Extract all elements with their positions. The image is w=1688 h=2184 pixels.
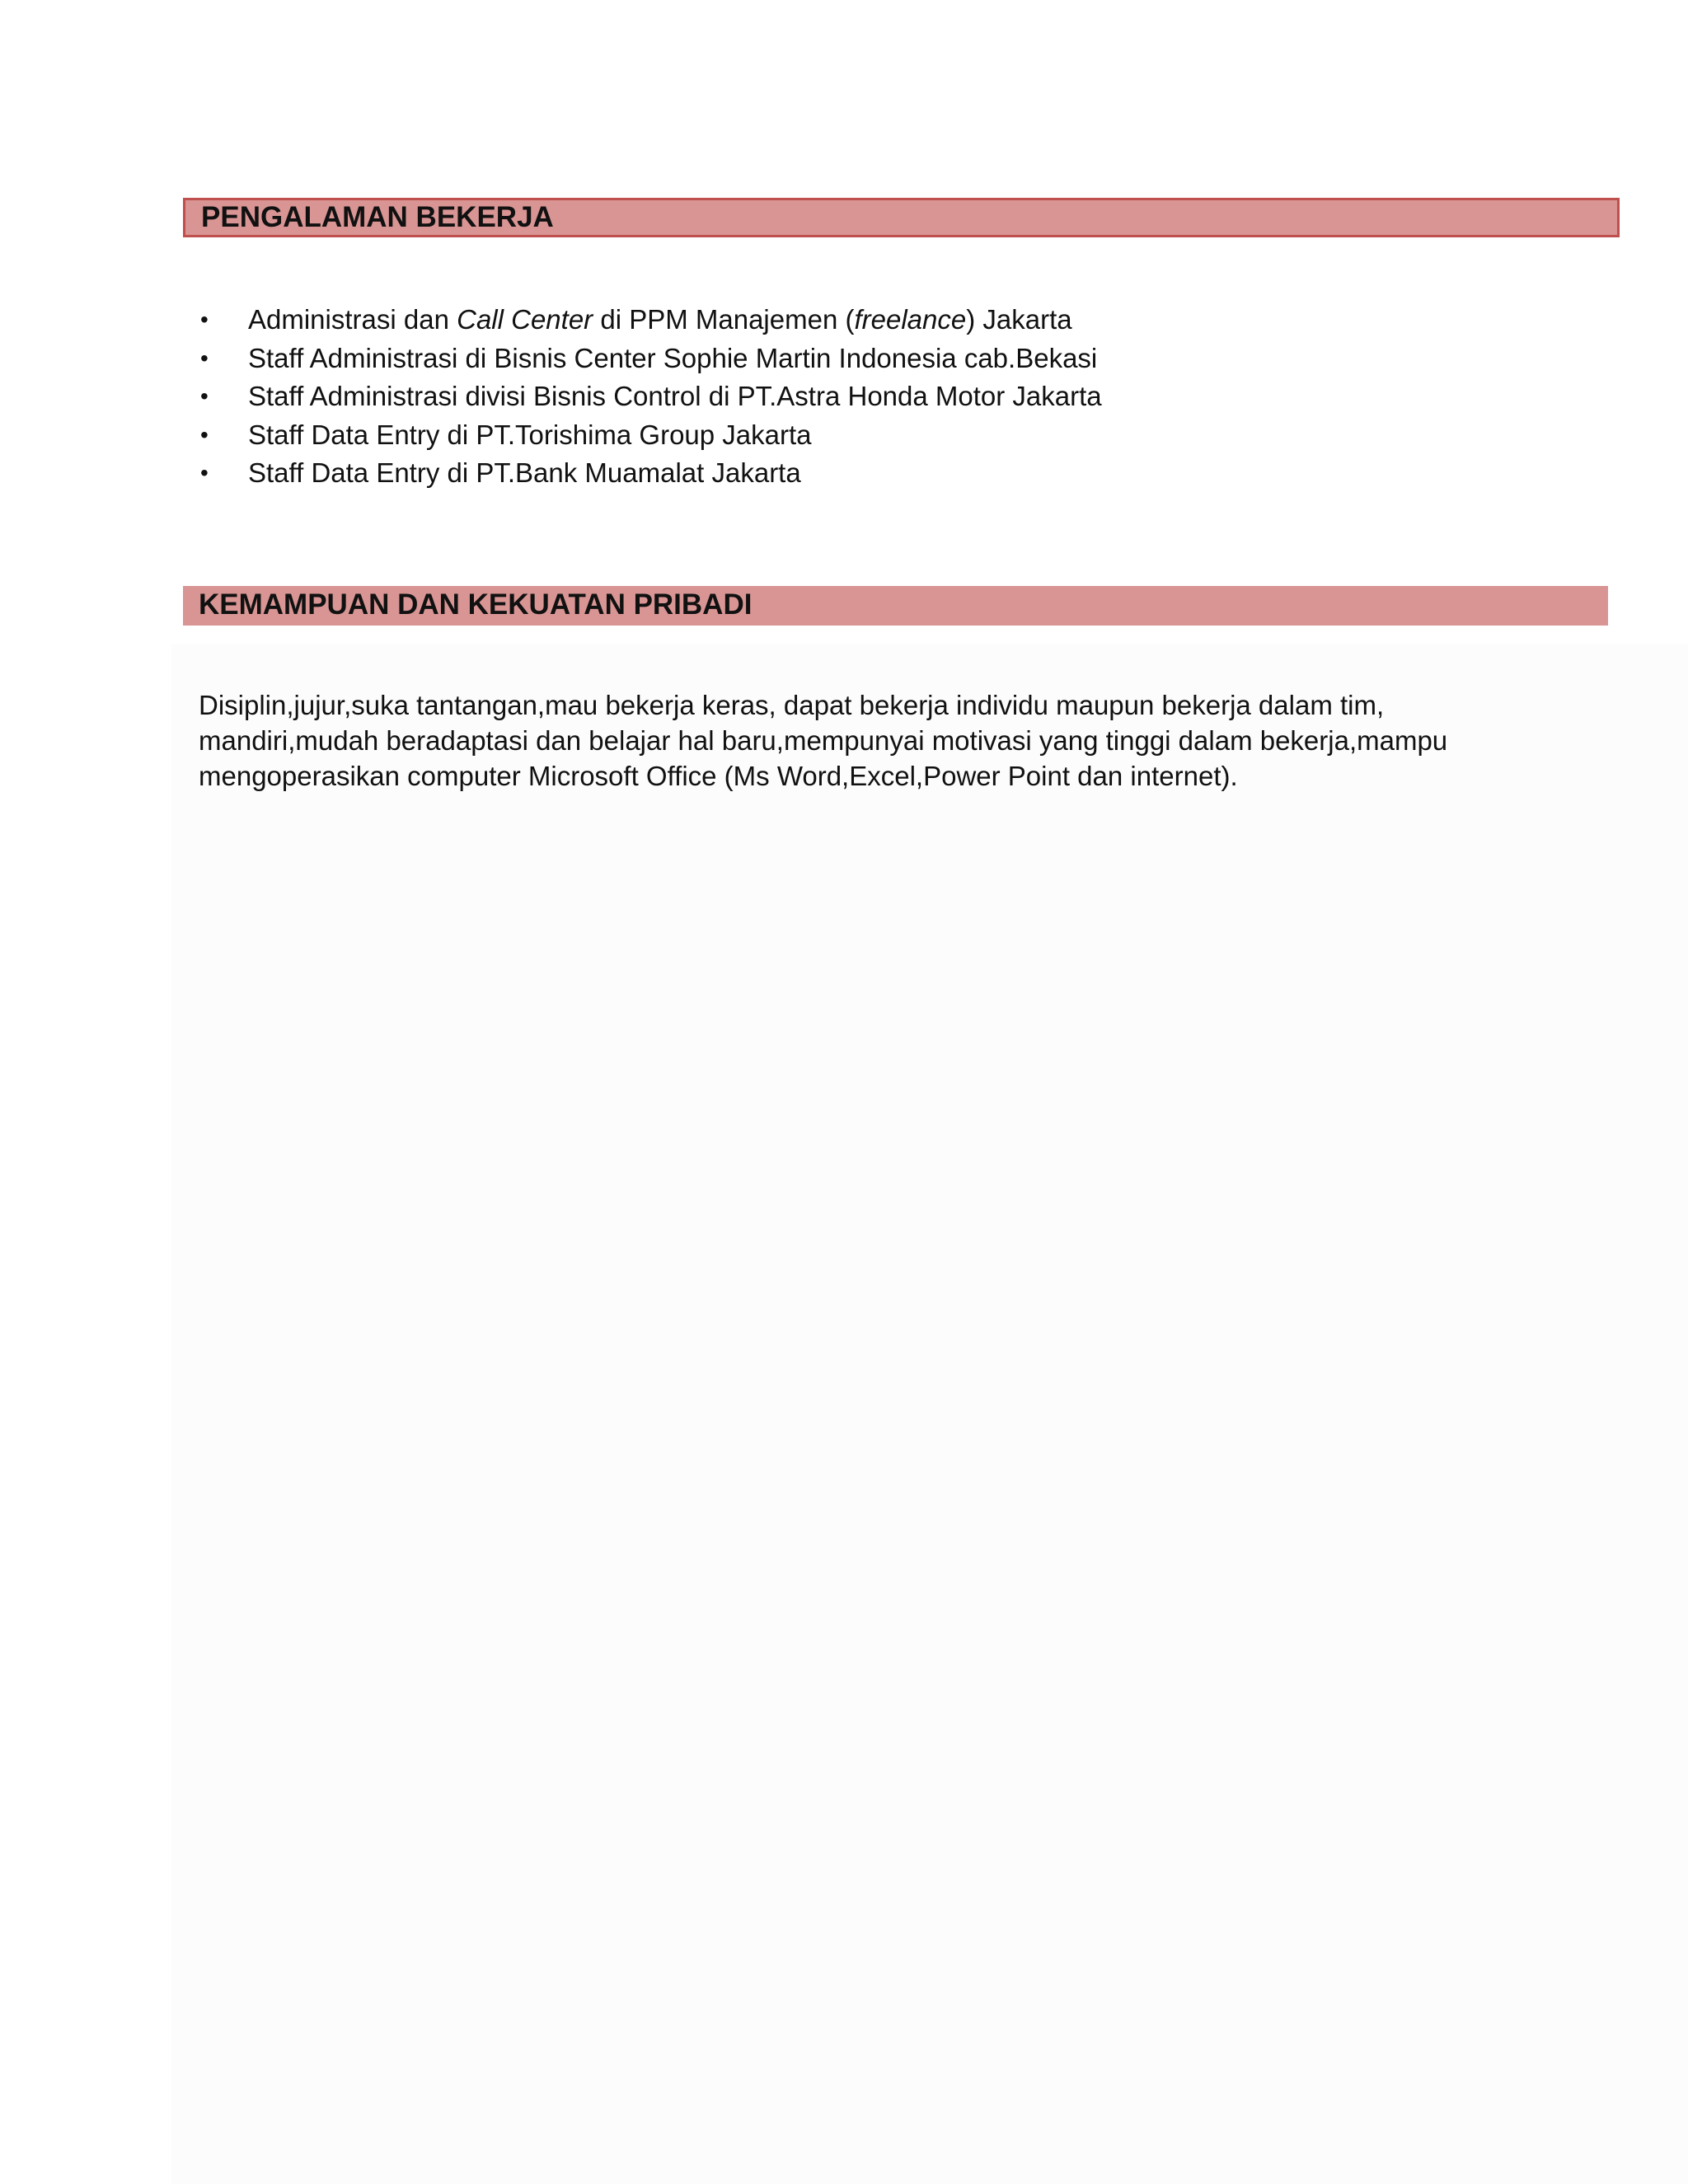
bullet-icon: • [200,383,209,409]
skills-line: Disiplin,jujur,suka tantangan,mau bekerja keras, dapat bekerja individu maupun bekerja dalam tim, [199,690,1385,720]
list-item-text: Staff Administrasi divisi Bisnis Control di PT.Astra Honda Motor Jakarta [248,381,1102,411]
list-item-text: Administrasi dan Call Center di PPM Manajemen (freelance) Jakarta [248,304,1072,335]
bullet-icon: • [200,421,209,448]
bullet-icon: • [200,460,209,485]
skills-line: mandiri,mudah beradaptasi dan belajar hal baru,mempunyai motivasi yang tinggi dalam bekerja,mampu [199,725,1448,756]
list-item-text: Staff Administrasi di Bisnis Center Sophie Martin Indonesia cab.Bekasi [248,342,1098,373]
section-header-skills [183,586,1608,626]
section-title-skills: KEMAMPUAN DAN KEKUATAN PRIBADI [199,588,753,621]
skills-paragraph [199,687,1616,794]
section-title-experience: PENGALAMAN BEKERJA [201,201,554,233]
list-item-text: Staff Data Entry di PT.Torishima Group Jakarta [248,419,812,450]
bullet-icon: • [200,344,209,371]
bullet-icon: • [200,307,209,332]
page-background [171,644,1688,2184]
list-item-text: Staff Data Entry di PT.Bank Muamalat Jakarta [248,457,801,488]
section-header-experience [183,198,1620,237]
skills-line: mengoperasikan computer Microsoft Office (Ms Word,Excel,Power Point dan internet). [199,761,1238,791]
